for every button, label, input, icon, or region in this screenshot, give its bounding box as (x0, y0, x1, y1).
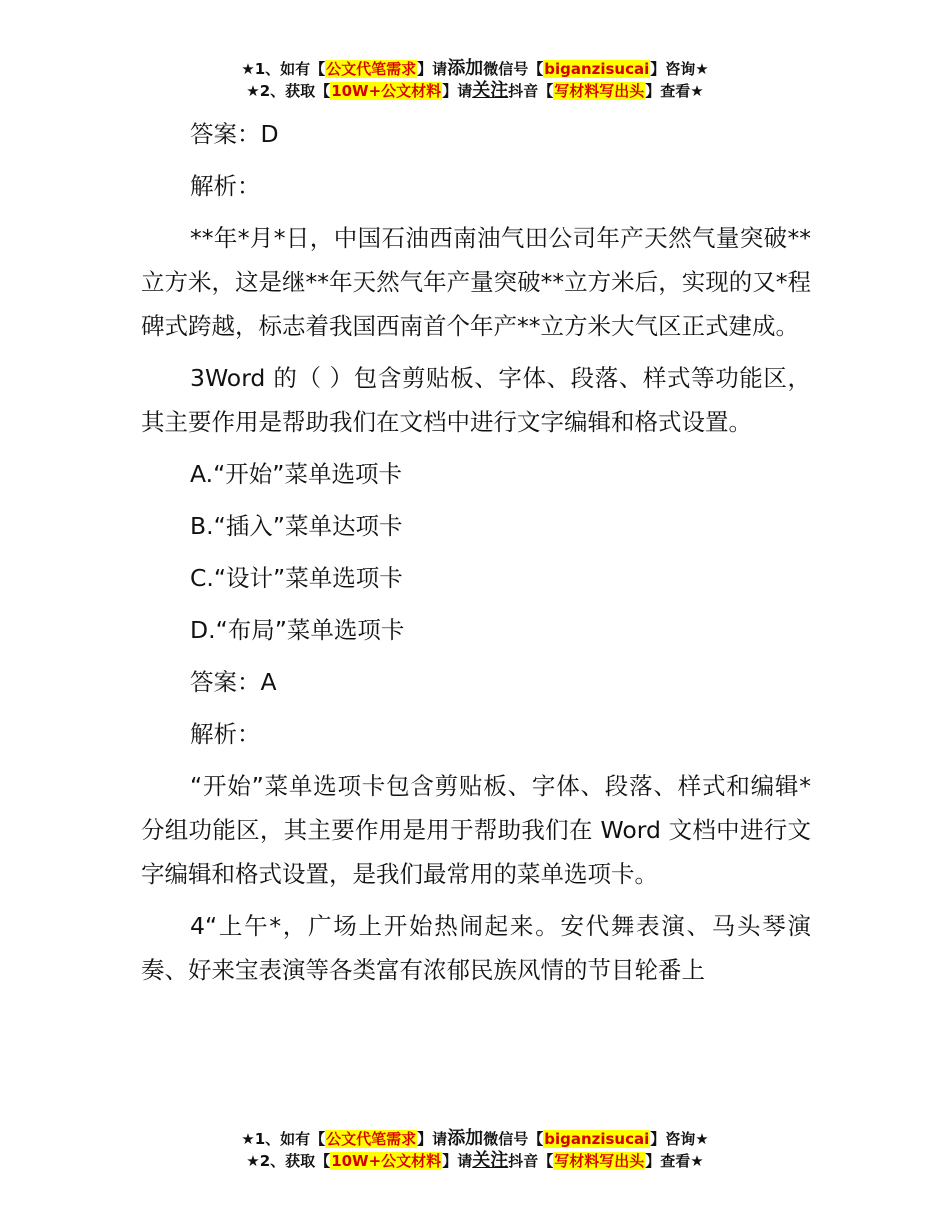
option-a: A.“开始”菜单选项卡 (190, 460, 402, 488)
banner-text: 微信号【 (483, 60, 544, 78)
star-icon: ★ (246, 1152, 260, 1170)
banner-emphasis: 关注 (472, 80, 509, 101)
paragraph: **年*月*日，中国石油西南油气田公司年产天然气量突破**立方米，这是继**年天然气年产量突破**立方米后，实现的又*程碑式跨越，标志着我国西南首个年产**立方米大气区正式建成。 (141, 224, 811, 340)
banner-text: 抖音【 (508, 82, 554, 100)
banner-text: 1、如有【 (254, 1130, 326, 1148)
question-3: 3Word 的（ ）包含剪贴板、字体、段落、样式等功能区，其主要作用是帮助我们在文档中进行文字编辑和格式设置。 (141, 364, 811, 436)
banner-line-2 (0, 1150, 950, 1172)
banner-text: 】咨询★ (650, 60, 709, 78)
banner-line-1 (0, 1128, 950, 1150)
banner-line-2 (0, 80, 950, 102)
answer-line: 答案：D (190, 120, 279, 148)
answer-line: 答案：A (190, 668, 277, 696)
banner-text: 】查看★ (645, 82, 704, 100)
banner-highlight: biganzisucai (544, 1130, 650, 1148)
analysis-label: 解析： (190, 720, 261, 748)
option-b: B.“插入”菜单达项卡 (190, 512, 403, 540)
star-icon: ★ (246, 82, 260, 100)
banner-highlight: 10W+公文材料 (331, 1152, 442, 1170)
star-icon: ★ (241, 60, 255, 78)
header-banner (0, 58, 950, 102)
banner-text: 】请 (417, 60, 448, 78)
banner-emphasis: 添加 (447, 58, 484, 79)
banner-highlight: 公文代笔需求 (326, 60, 417, 78)
banner-highlight: 10W+公文材料 (331, 82, 442, 100)
banner-text: 抖音【 (508, 1152, 554, 1170)
footer-banner (0, 1128, 950, 1172)
banner-text: 】咨询★ (650, 1130, 709, 1148)
option-d: D.“布局”菜单选项卡 (190, 616, 405, 644)
banner-highlight: biganzisucai (544, 60, 650, 78)
banner-emphasis: 添加 (447, 1128, 484, 1149)
star-icon: ★ (241, 1130, 255, 1148)
option-c: C.“设计”菜单选项卡 (190, 564, 403, 592)
banner-text: 】查看★ (645, 1152, 704, 1170)
paragraph: “开始”菜单选项卡包含剪贴板、字体、段落、样式和编辑*分组功能区，其主要作用是用于帮助我们在 Word 文档中进行文字编辑和格式设置，是我们最常用的菜单选项卡。 (141, 772, 811, 888)
banner-text: 2、获取【 (259, 82, 331, 100)
banner-highlight: 写材料写出头 (554, 1152, 645, 1170)
banner-line-1 (0, 58, 950, 80)
banner-emphasis: 关注 (472, 1150, 509, 1171)
banner-text: 】请 (442, 82, 473, 100)
banner-highlight: 公文代笔需求 (326, 1130, 417, 1148)
banner-text: 】请 (442, 1152, 473, 1170)
document-body (141, 112, 811, 1000)
banner-highlight: 写材料写出头 (554, 82, 645, 100)
banner-text: 1、如有【 (254, 60, 326, 78)
analysis-label: 解析： (190, 172, 261, 200)
banner-text: 2、获取【 (259, 1152, 331, 1170)
banner-text: 微信号【 (483, 1130, 544, 1148)
question-4: 4“上午*，广场上开始热闹起来。安代舞表演、马头琴演奏、好来宝表演等各类富有浓郁民族风情的节目轮番上 (141, 912, 811, 984)
banner-text: 】请 (417, 1130, 448, 1148)
